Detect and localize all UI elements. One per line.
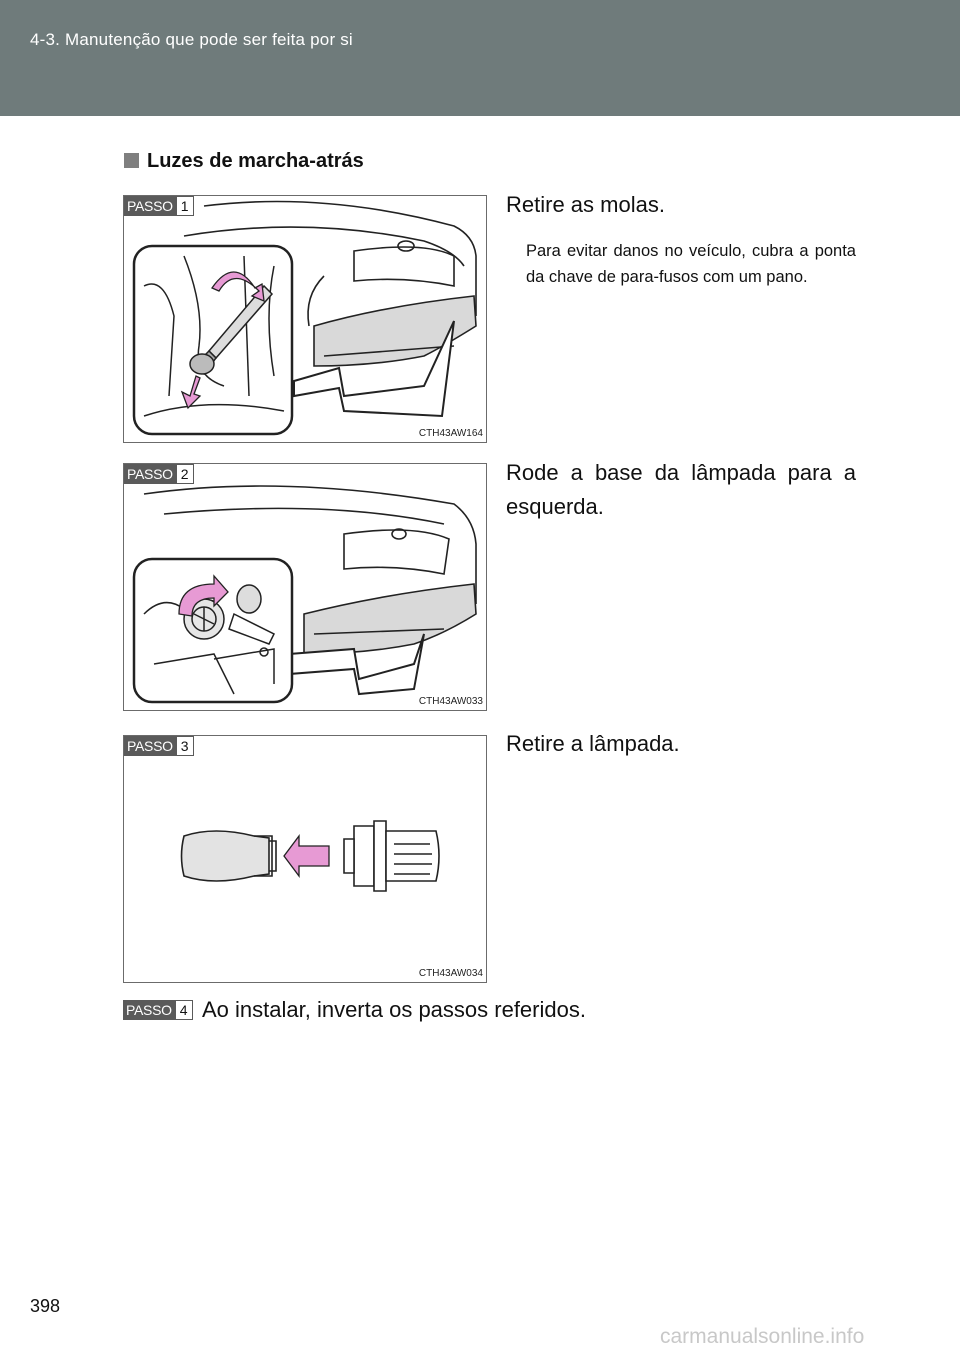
rear-bumper-clip-illustration — [124, 196, 486, 442]
section-title — [124, 150, 364, 173]
step-badge-2 — [124, 464, 194, 484]
badge-word: PASSO — [124, 464, 176, 484]
bulb-removal-illustration — [124, 736, 486, 982]
section-title-text: Luzes de marcha-atrás — [147, 150, 364, 172]
figure-code: CTH43AW034 — [418, 968, 483, 979]
step-3-text: Retire a lâmpada. — [506, 731, 680, 756]
figure-step-1 — [123, 195, 487, 443]
watermark: carmanualsonline.info — [660, 1325, 865, 1348]
step-1-note: Para evitar danos no veículo, cubra a ponta da chave de para-fusos com um pano. — [526, 242, 856, 286]
badge-number: 2 — [176, 464, 194, 484]
figure-step-3 — [123, 735, 487, 983]
step-4-text: Ao instalar, inverta os passos referidos. — [202, 997, 586, 1022]
badge-number: 1 — [176, 196, 194, 216]
badge-word: PASSO — [124, 736, 176, 756]
chapter-title: 4-3. Manutenção que pode ser feita por si — [30, 30, 353, 49]
step-2-text: Rode a base da lâmpada para a esquerda. — [506, 460, 856, 519]
square-bullet-icon — [124, 153, 139, 168]
bulb-base-rotation-illustration — [124, 464, 486, 710]
badge-word: PASSO — [123, 1000, 175, 1020]
figure-step-2 — [123, 463, 487, 711]
figure-code: CTH43AW164 — [418, 428, 483, 439]
page-number: 398 — [30, 1296, 61, 1316]
step-badge-3 — [124, 736, 194, 756]
badge-word: PASSO — [124, 196, 176, 216]
step-1-text: Retire as molas. — [506, 192, 665, 217]
figure-code: CTH43AW033 — [418, 696, 483, 707]
page-header — [0, 0, 960, 116]
step-badge-4 — [123, 1000, 193, 1020]
badge-number: 3 — [176, 736, 194, 756]
step-badge-1 — [124, 196, 194, 216]
badge-number: 4 — [175, 1000, 193, 1020]
